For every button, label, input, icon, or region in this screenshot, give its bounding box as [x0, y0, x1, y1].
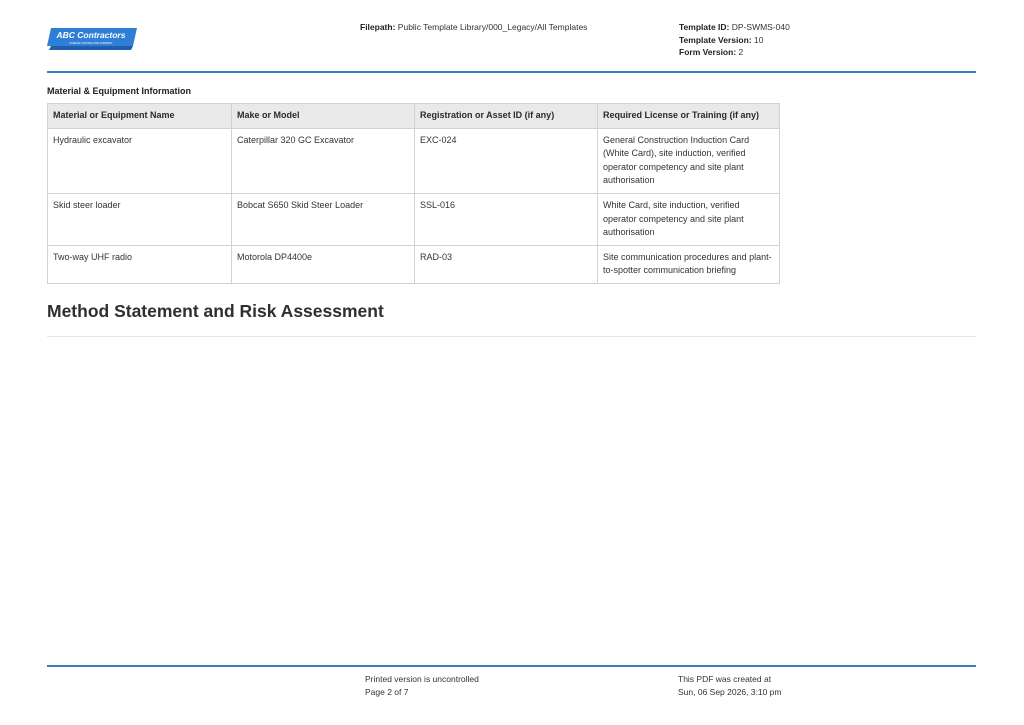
template-id-label: Template ID:: [679, 22, 730, 32]
table-cell: Hydraulic excavator: [48, 128, 232, 193]
template-version-label: Template Version:: [679, 34, 752, 45]
column-header: Registration or Asset ID (if any): [415, 104, 598, 129]
template-id-value: DP-SWMS-040: [731, 22, 790, 32]
table-cell: SSL-016: [415, 193, 598, 245]
footer-page-info: [365, 673, 479, 698]
table-cell: Caterpillar 320 GC Excavator: [232, 128, 415, 193]
table-header-row: [48, 104, 780, 129]
template-version-value: 10: [753, 34, 764, 45]
table-cell: Motorola DP4400e: [232, 245, 415, 283]
column-header: Required License or Training (if any): [598, 104, 780, 129]
form-version: [679, 46, 790, 59]
form-version-value: 2: [738, 47, 744, 57]
logo-text: ABC Contractors: [56, 30, 126, 40]
created-label: This PDF was created at: [678, 674, 772, 684]
created-timestamp: Sun, 06 Sep 2026, 3:10 pm: [678, 686, 782, 697]
table-cell: EXC-024: [415, 128, 598, 193]
template-id: [679, 21, 790, 34]
table-row: [48, 128, 780, 193]
template-version: [679, 34, 790, 47]
company-logo: [47, 26, 139, 52]
table-cell: White Card, site induction, verified operator competency and site plant authorisation: [598, 193, 780, 245]
filepath-label: Filepath:: [360, 22, 396, 32]
logo-subtext: SAMPLE CONTRACTOR COMPANY: [69, 42, 113, 45]
filepath-value: Public Template Library/000_Legacy/All Templates: [397, 22, 588, 32]
page-number: Page 2 of 7: [365, 686, 409, 697]
equipment-table: [47, 103, 780, 284]
table-cell: General Construction Induction Card (White Card), site induction, verified operator competency and site plant authorisation: [598, 128, 780, 193]
uncontrolled-notice: Printed version is uncontrolled: [365, 674, 479, 684]
footer-created-info: [678, 673, 782, 698]
table-cell: Skid steer loader: [48, 193, 232, 245]
table-cell: Bobcat S650 Skid Steer Loader: [232, 193, 415, 245]
column-header: Material or Equipment Name: [48, 104, 232, 129]
template-info: [679, 21, 790, 59]
table-cell: RAD-03: [415, 245, 598, 283]
header-divider: [47, 71, 976, 73]
table-row: [48, 245, 780, 283]
footer-divider: [47, 665, 976, 667]
heading-divider: [47, 336, 976, 337]
table-cell: Site communication procedures and plant-to-spotter communication briefing: [598, 245, 780, 283]
column-header: Make or Model: [232, 104, 415, 129]
filepath: [360, 21, 587, 34]
table-row: [48, 193, 780, 245]
table-cell: Two-way UHF radio: [48, 245, 232, 283]
page-heading: Method Statement and Risk Assessment: [47, 301, 384, 321]
section-title: Material & Equipment Information: [47, 86, 192, 96]
form-version-label: Form Version:: [679, 47, 737, 57]
